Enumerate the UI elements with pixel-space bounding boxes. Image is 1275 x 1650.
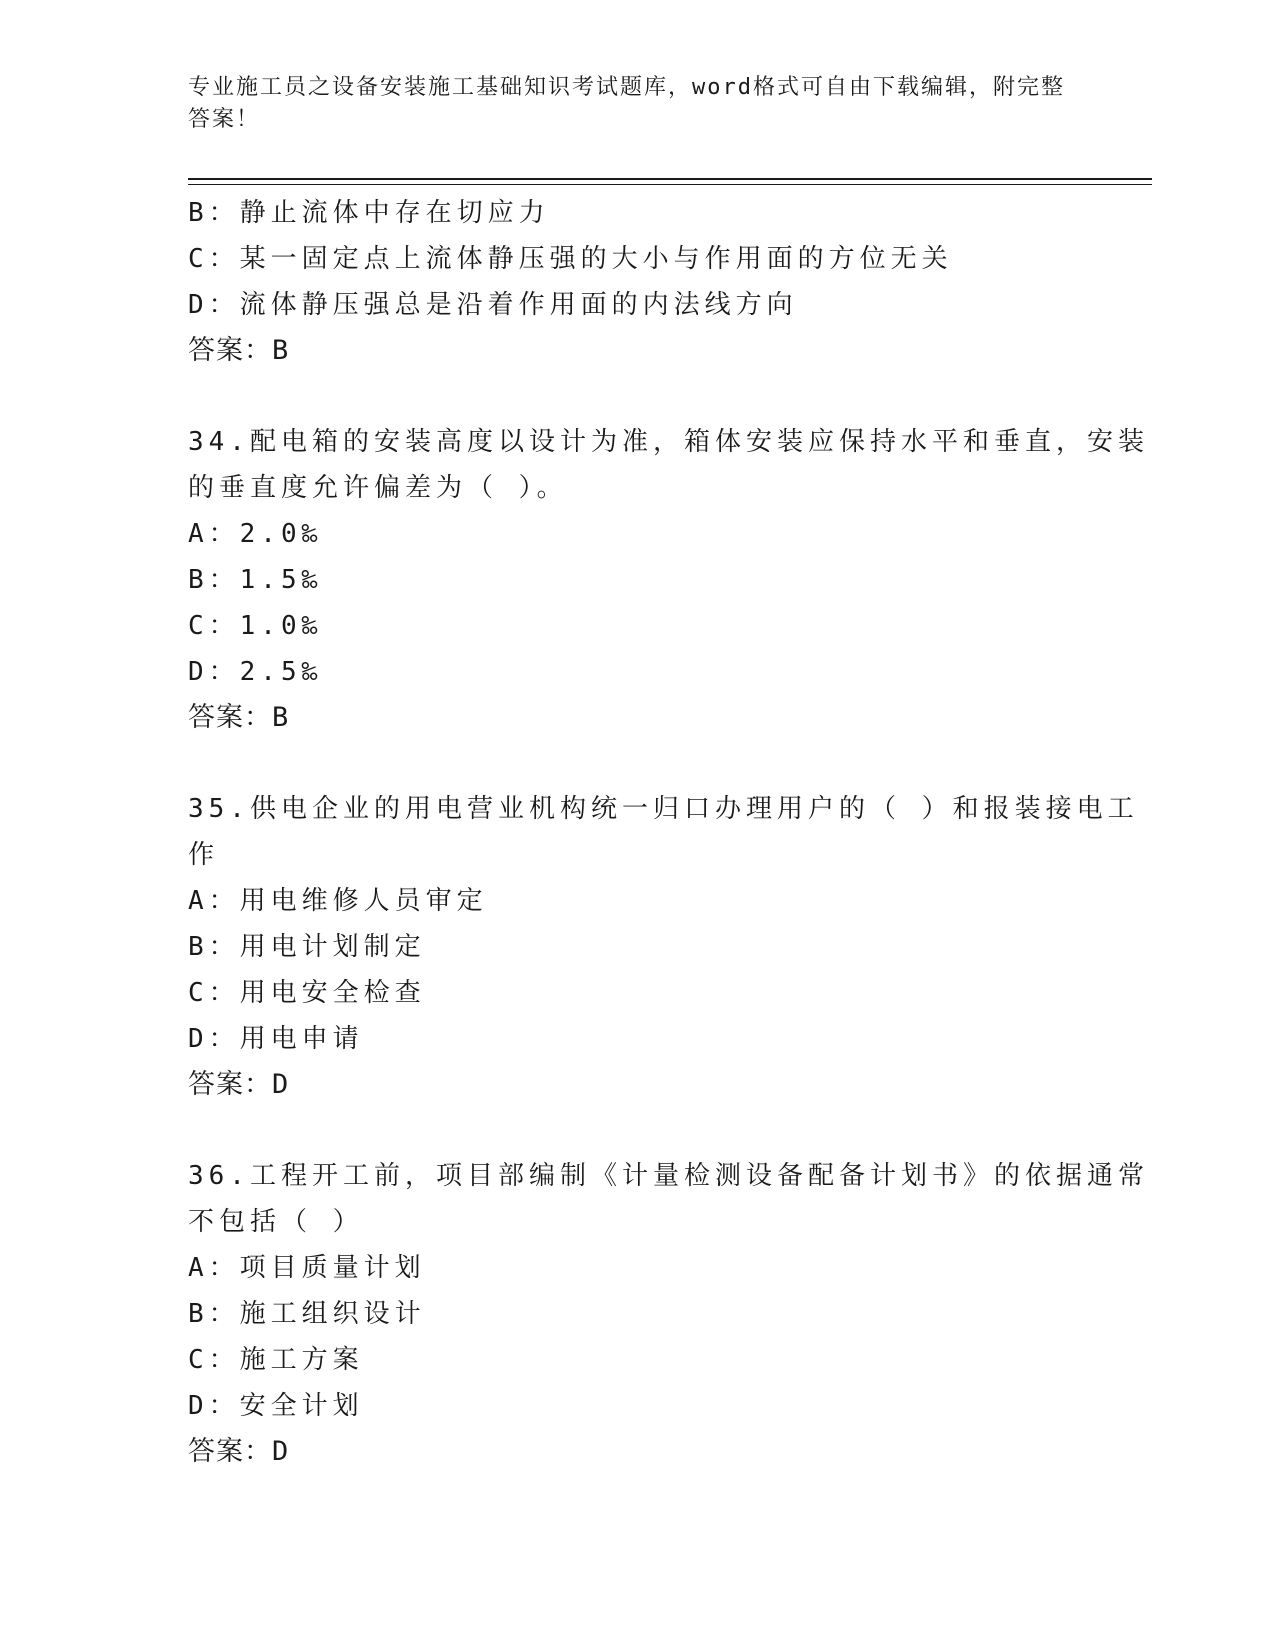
document-header: 专业施工员之设备安装施工基础知识考试题库，word格式可自由下载编辑，附完整答案！ xyxy=(188,75,1065,132)
question-body xyxy=(188,190,1149,1475)
option-d: D：用电申请 xyxy=(188,1024,364,1054)
option-a: A：用电维修人员审定 xyxy=(188,886,488,916)
option-b: B：施工组织设计 xyxy=(188,1299,426,1329)
question-stem-line1: 36.工程开工前，项目部编制《计量检测设备配备计划书》的依据通常 xyxy=(188,1161,1149,1191)
question-stem-line2: 作 xyxy=(188,840,220,870)
header-rule-thick xyxy=(188,178,1152,180)
option-b: B：用电计划制定 xyxy=(188,932,426,962)
question-stem-line1: 35.供电企业的用电营业机构统一归口办理用户的（ ）和报装接电工 xyxy=(188,794,1139,824)
option-d: D：2.5‰ xyxy=(188,657,323,687)
header-rule-thin xyxy=(188,184,1152,185)
option-d: D：流体静压强总是沿着作用面的内法线方向 xyxy=(188,290,798,320)
option-b: B：1.5‰ xyxy=(188,565,323,595)
question-stem-line2: 的垂直度允许偏差为（ ）。 xyxy=(188,473,568,503)
answer-line: 答案：D xyxy=(188,1069,290,1100)
answer-line: 答案：D xyxy=(188,1436,290,1467)
option-c: C：1.0‰ xyxy=(188,611,323,641)
option-a: A：2.0‰ xyxy=(188,519,323,549)
question-stem-line2: 不包括（ ） xyxy=(188,1207,364,1237)
option-c: C：施工方案 xyxy=(188,1345,364,1375)
option-d: D：安全计划 xyxy=(188,1391,364,1421)
option-c: C：某一固定点上流体静压强的大小与作用面的方位无关 xyxy=(188,244,953,274)
question-35 xyxy=(188,786,1139,1108)
question-stem-line1: 34.配电箱的安装高度以设计为准，箱体安装应保持水平和垂直，安装 xyxy=(188,427,1149,457)
option-b: B：静止流体中存在切应力 xyxy=(188,198,550,228)
answer-line: 答案：B xyxy=(188,702,290,733)
option-c: C：用电安全检查 xyxy=(188,978,426,1008)
question-36 xyxy=(188,1153,1149,1475)
answer-line: 答案：B xyxy=(188,335,290,366)
question-34 xyxy=(188,419,1149,741)
prev-question-block xyxy=(188,190,1088,374)
option-a: A：项目质量计划 xyxy=(188,1253,426,1283)
